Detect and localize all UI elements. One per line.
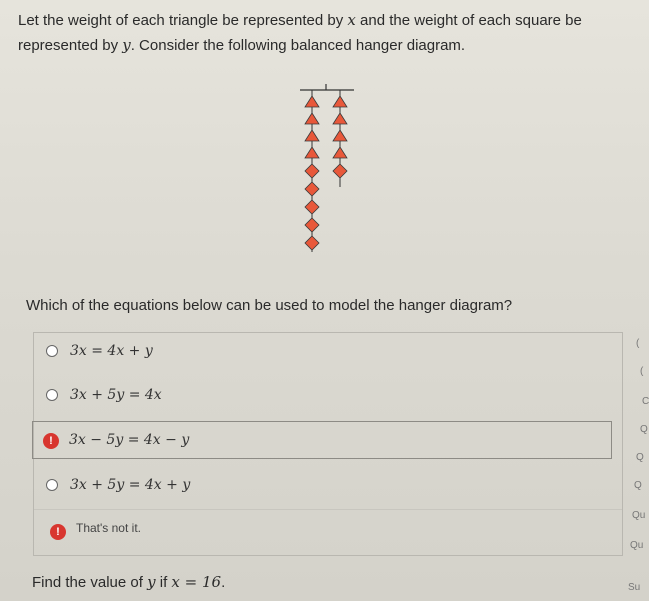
sidebar-item[interactable]: C: [642, 396, 649, 407]
choice-b[interactable]: [34, 377, 622, 415]
followup-equation: x = 16: [171, 573, 222, 591]
variable-x: x: [347, 11, 356, 29]
left-triangle-2: [305, 113, 319, 124]
choice-label: 3x − 5y = 4x − y: [69, 432, 190, 448]
left-square-8: [305, 218, 319, 232]
choice-a[interactable]: [34, 333, 622, 371]
left-square-9: [305, 236, 319, 250]
feedback-text: That's not it.: [76, 521, 141, 535]
right-square-5: [333, 164, 347, 178]
followup-text-3: .: [221, 574, 226, 591]
problem-intro: [18, 8, 628, 58]
followup-text-1: Find the value of: [32, 574, 148, 591]
sidebar-item[interactable]: (: [636, 338, 640, 349]
radio-button[interactable]: [46, 479, 58, 491]
sidebar-item[interactable]: Su: [628, 582, 641, 593]
left-triangle-4: [305, 147, 319, 158]
left-triangle-1: [305, 96, 319, 107]
choice-label: 3x + 5y = 4x + y: [70, 477, 191, 493]
sidebar-item[interactable]: Q: [640, 424, 648, 435]
left-square-6: [305, 182, 319, 196]
sidebar-item[interactable]: Qu: [632, 510, 646, 521]
left-stack: [305, 96, 319, 250]
right-triangle-1: [333, 96, 347, 107]
variable-y: y: [122, 36, 131, 54]
incorrect-alert-icon: !: [43, 433, 59, 449]
sidebar-item[interactable]: Q: [636, 452, 644, 463]
right-triangle-3: [333, 130, 347, 141]
followup-text-2: if: [155, 574, 172, 591]
radio-button[interactable]: [46, 389, 58, 401]
hanger-diagram: [292, 82, 362, 262]
question-text: Which of the equations below can be used to model the hanger diagram?: [26, 297, 513, 314]
answer-choices: [33, 332, 623, 556]
radio-button[interactable]: [46, 345, 58, 357]
sidebar-item[interactable]: Qu: [630, 540, 644, 551]
sidebar-item[interactable]: Q: [634, 480, 642, 491]
intro-text-1: Let the weight of each triangle be represented by: [18, 12, 348, 29]
choice-label: 3x + 5y = 4x: [70, 387, 162, 403]
right-triangle-4: [333, 147, 347, 158]
left-square-7: [305, 200, 319, 214]
intro-text-3: . Consider the following balanced hanger diagram.: [130, 37, 466, 54]
followup-question: [32, 573, 225, 591]
choice-label: 3x = 4x + y: [70, 343, 153, 359]
choice-c[interactable]: [32, 421, 612, 459]
variable-y: y: [147, 573, 156, 591]
feedback-message: [34, 509, 622, 556]
left-triangle-3: [305, 130, 319, 141]
alert-icon: !: [50, 524, 66, 540]
right-triangle-2: [333, 113, 347, 124]
choice-d[interactable]: [34, 467, 622, 505]
intro-text-2: and the weight of each square be represented by: [18, 12, 582, 54]
left-square-5: [305, 164, 319, 178]
sidebar-item[interactable]: (: [640, 366, 644, 377]
